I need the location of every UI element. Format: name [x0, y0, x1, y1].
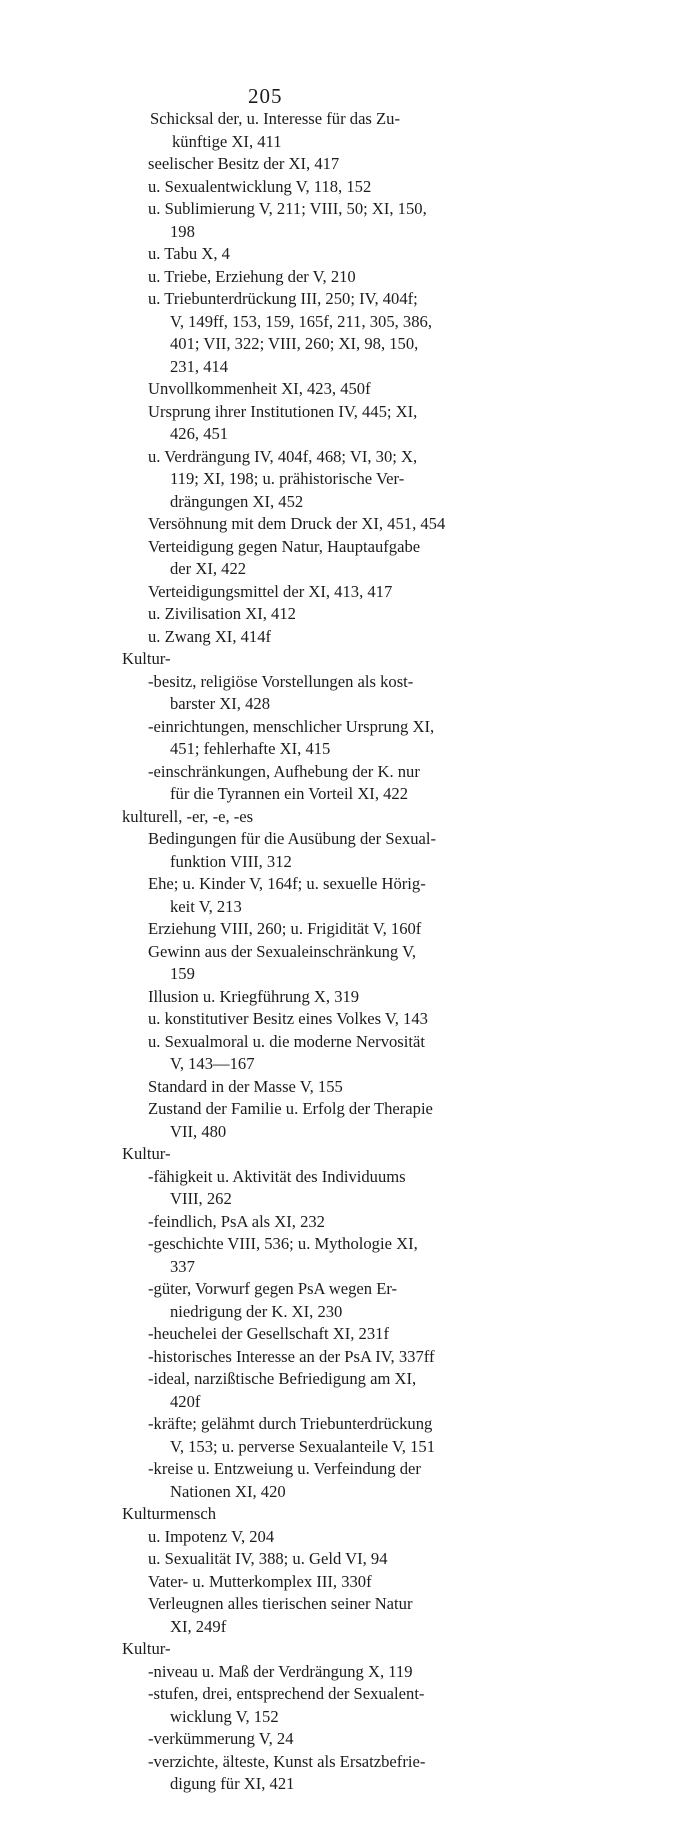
index-entry-line: Erziehung VIII, 260; u. Frigidität V, 160f — [148, 919, 422, 938]
index-entry-line: keit V, 213 — [170, 896, 242, 916]
index-entry-line: -einschränkungen, Aufhebung der K. nur — [148, 761, 420, 781]
index-entry-line: 119; XI, 198; u. prähistorische Ver- — [170, 469, 405, 488]
index-entry-line: der XI, 422 — [170, 559, 247, 578]
index-entry-line: Bedingungen für die Ausübung der Sexual- — [148, 829, 437, 848]
index-entry-line: u. Impotenz V, 204 — [148, 1526, 275, 1546]
index-entry-line: 198 — [170, 221, 195, 241]
index-entry-line: Ehe; u. Kinder V, 164f; u. sexuelle Hörig- — [148, 874, 426, 893]
index-entry-line: Schicksal der, u. Interesse für das Zu- — [150, 109, 400, 128]
index-entry-line: Nationen XI, 420 — [170, 1481, 286, 1501]
index-entry-line: Unvollkommenheit XI, 423, 450f — [148, 379, 371, 398]
index-entry-line: u. Triebe, Erziehung der V, 210 — [148, 266, 356, 286]
index-entry-line: Verteidigung gegen Natur, Hauptaufgabe — [148, 536, 421, 556]
index-headword: Kultur- — [122, 1639, 171, 1658]
index-entry-line: u. Triebunterdrückung III, 250; IV, 404f; — [148, 289, 418, 308]
index-entry-line: Illusion u. Kriegführung X, 319 — [148, 986, 360, 1006]
index-entry-line: u. Sexualmoral u. die moderne Nervosität — [148, 1031, 425, 1051]
index-entry-line: -heuchelei der Gesellschaft XI, 231f — [148, 1324, 389, 1343]
index-entry-line: 420f — [170, 1391, 201, 1411]
index-entry-line: seelischer Besitz der XI, 417 — [148, 154, 340, 173]
index-entry-line: Gewinn aus der Sexualeinschränkung V, — [148, 941, 417, 961]
index-entry-line: Versöhnung mit dem Druck der XI, 451, 454 — [148, 514, 446, 533]
index-entry-line: für die Tyrannen ein Vorteil XI, 422 — [170, 784, 409, 803]
index-entry-line: -kräfte; gelähmt durch Triebunterdrückung — [148, 1414, 433, 1433]
index-entry-line: 401; VII, 322; VIII, 260; XI, 98, 150, — [170, 334, 419, 353]
index-entry-line: Standard in der Masse V, 155 — [148, 1076, 343, 1096]
index-entry-line: 451; fehlerhafte XI, 415 — [170, 739, 331, 758]
index-entry-line: 231, 414 — [170, 356, 229, 376]
index-entry-line: 337 — [170, 1256, 195, 1276]
index-entry-line: -fähigkeit u. Aktivität des Individuums — [148, 1166, 406, 1186]
index-headword: kulturell, -er, -e, -es — [122, 806, 254, 826]
index-entry-line: u. Sublimierung V, 211; VIII, 50; XI, 150, — [148, 199, 427, 218]
index-entry-line: Vater- u. Mutterkomplex III, 330f — [148, 1571, 372, 1591]
index-headword: Kulturmensch — [122, 1504, 217, 1523]
index-entry-line: Verteidigungsmittel der XI, 413, 417 — [148, 581, 393, 601]
index-entry-line: V, 143—167 — [170, 1054, 255, 1073]
index-entry-line: V, 149ff, 153, 159, 165f, 211, 305, 386, — [170, 311, 432, 331]
index-entry-line: künftige XI, 411 — [172, 131, 282, 151]
index-headword: Kultur- — [122, 649, 171, 668]
index-entry-line: VII, 480 — [170, 1121, 227, 1141]
index-entry-line: barster XI, 428 — [170, 694, 270, 713]
index-entry-line: niedrigung der K. XI, 230 — [170, 1301, 343, 1321]
index-entry-line: -verkümmerung V, 24 — [148, 1729, 294, 1748]
index-entry-line: u. Verdrängung IV, 404f, 468; VI, 30; X, — [148, 446, 418, 466]
index-entry-line: 159 — [170, 964, 195, 983]
index-entry-line: funktion VIII, 312 — [170, 851, 292, 871]
index-entry-line: digung für XI, 421 — [170, 1774, 295, 1793]
index-entry-line: -geschichte VIII, 536; u. Mythologie XI, — [148, 1234, 418, 1253]
index-entry-line: -güter, Vorwurf gegen PsA wegen Er- — [148, 1279, 398, 1298]
index-entry-line: -einrichtungen, menschlicher Ursprung XI, — [148, 716, 435, 736]
index-entry-line: Verleugnen alles tierischen seiner Natur — [148, 1594, 413, 1613]
index-entry-line: drängungen XI, 452 — [170, 491, 304, 511]
index-entry-line: u. Zivilisation XI, 412 — [148, 604, 296, 623]
page-number: 205 — [248, 84, 283, 108]
index-entry-line: 426, 451 — [170, 424, 229, 443]
index-entry-line: -ideal, narzißtische Befriedigung am XI, — [148, 1369, 417, 1388]
index-entry-line: -niveau u. Maß der Verdrängung X, 119 — [148, 1661, 413, 1681]
index-entry-line: u. Sexualentwicklung V, 118, 152 — [148, 176, 372, 196]
index-entry-line: wicklung V, 152 — [170, 1706, 279, 1726]
index-entry-line: -feindlich, PsA als XI, 232 — [148, 1211, 325, 1231]
index-entry-line: Ursprung ihrer Institutionen IV, 445; XI, — [148, 401, 418, 421]
index-entry-line: u. Sexualität IV, 388; u. Geld VI, 94 — [148, 1549, 388, 1568]
index-entry-line: u. Tabu X, 4 — [148, 244, 230, 263]
index-entry-line: Zustand der Familie u. Erfolg der Therapie — [148, 1099, 433, 1118]
index-entry-line: u. Zwang XI, 414f — [148, 626, 272, 646]
index-headword: Kultur- — [122, 1144, 171, 1163]
index-entry-line: -kreise u. Entzweiung u. Verfeindung der — [148, 1459, 421, 1478]
index-entry-line: VIII, 262 — [170, 1189, 232, 1208]
index-entry-line: V, 153; u. perverse Sexualanteile V, 151 — [170, 1436, 435, 1456]
index-entry-line: -historisches Interesse an der PsA IV, 337ff — [148, 1346, 435, 1366]
index-entry-line: -verzichte, älteste, Kunst als Ersatzbefrie- — [148, 1751, 426, 1771]
index-entry-line: XI, 249f — [170, 1616, 227, 1636]
index-entry-line: u. konstitutiver Besitz eines Volkes V, 143 — [148, 1009, 428, 1028]
index-entry-line: -stufen, drei, entsprechend der Sexualent- — [148, 1684, 425, 1703]
index-entry-line: -besitz, religiöse Vorstellungen als kost- — [148, 671, 414, 691]
